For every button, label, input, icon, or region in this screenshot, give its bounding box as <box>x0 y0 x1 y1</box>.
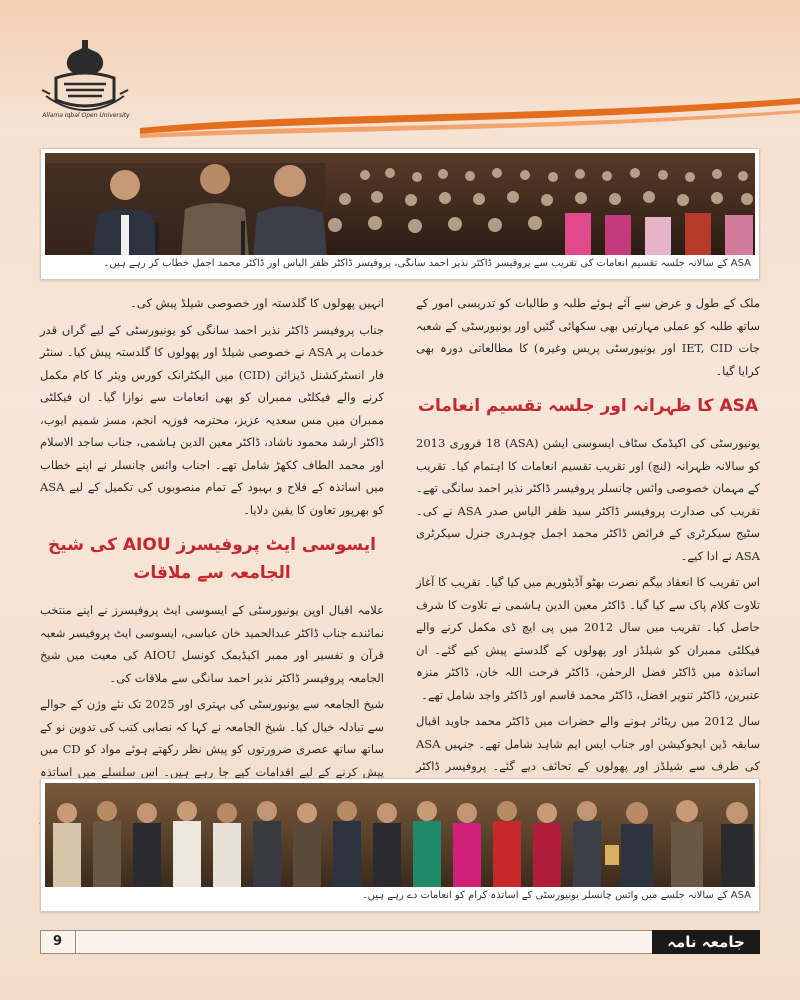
logo-motto: Allama Iqbal Open University <box>42 112 130 119</box>
university-emblem-icon <box>38 38 133 128</box>
section-heading-meeting: ایسوسی ایٹ پروفیسرز AIOU کی شیخ الجامعہ سے ملاقات <box>48 535 376 583</box>
left-para-2: جناب پروفیسر ڈاکٹر نذیر احمد سانگی کو یونیورسٹی کے لیے گراں قدر خدمات پر ASA نے خصوصی شیلڈ اور پھولوں کا گلدستہ پیش کیا۔ سنٹر فار انسٹرکشنل ڈیزائن (CID) میں الیکٹرانک کورس ویئر کا کام مکمل کرنے والے فیکلٹی ممبران کو بھی انعامات سے نوازا گیا۔ ان فیکلٹی ممبران میں مس سعدیہ عزیز، محترمہ فوزیہ انجم، مسز شمیم ایوب، ڈاکٹر ارشد محمود ناشاد، ڈاکٹر معین الدین ہاشمی، جناب ساجد الاسلام اور محمد الطاف ککھڑ شامل تھے۔ اجناب وائس چانسلر نے اپنے خطاب میں اساتذہ کے فلاح و بہبود کے تمام منصوبوں کی تکمیل کے لیے ASA کو بھرپور تعاون کا یقین دلایا۔ <box>40 322 384 517</box>
bottom-photo <box>40 778 760 912</box>
right-para-4: سال 2012 میں ریٹائر ہونے والے حضرات میں ڈاکٹر محمد جاوید اقبال سابقہ ڈین ایجوکیشن اور جناب ایس ایم شاہد شامل تھے۔ جنہیں ASA کی طرف سے شیلڈز اور پھولوں کے تحائف دیے گئے۔ پروفیسر ڈاکٹر <box>416 714 760 773</box>
bottom-photo-caption: ASA کے سالانہ جلسے میں وائس چانسلر یونیورسٹی کے اساتذہ کرام کو انعامات دے رہے ہیں۔ <box>361 890 751 901</box>
top-photo-caption: ASA کے سالانہ جلسہ تقسیم انعامات کی تقریب سے پروفیسر ڈاکٹر نذیر احمد سانگی، پروفیسر ڈاکٹر ظفر الیاس اور ڈاکٹر محمد اجمل خطاب کر رہے ہیں۔ <box>103 258 751 269</box>
right-column <box>416 292 760 773</box>
left-para-4: شیخ الجامعہ سے یونیورسٹی کی بہتری اور 2025 تک نئے وژن کے حوالے سے تبادلہ خیال کیا۔ شیخ الجامعہ نے کہا کہ نصابی کتب کی تدوین نو کے ساتھ ساتھ عصری ضرورتوں کو پیش نظر رکھتے ہوئے مواد کو CD میں پیش کرنے کے لیے اقدامات کیے جا رہے ہیں۔ اس سلسلے میں اساتذہ <box>40 697 385 779</box>
left-para-3: علامہ اقبال اوپن یونیورسٹی کے ایسوسی ایٹ پروفیسرز نے اپنے منتخب نمائندے جناب ڈاکٹر عبدالحمید خان عباسی، ایسوسی ایٹ پروفیسر شعبہ قرآن و تفسیر اور ممبر اکیڈیمک کونسل AIOU کی معیت میں شیخ الجامعہ پروفیسر ڈاکٹر نذیر احمد سانگی سے ملاقات کی۔ <box>40 603 384 685</box>
right-para-2: یونیورسٹی کی اکیڈمک سٹاف ایسوسی ایشن (ASA) 18 فروری 2013 کو سالانہ ظہرانہ (لنچ) اور تقریب تقسیم انعامات کا اہتمام کیا۔ تقریب کے مہمان خصوصی وائس چانسلر پروفیسر ڈاکٹر نذیر احمد سانگی تھے۔ تقریب کی صدارت پروفیسر ڈاکٹر سید ظفر الیاس صدر ASA نے کی۔ سٹیج سیکرٹری کے فرائض ڈاکٹر محمد اجمل چوہدری جنرل سیکرٹری ASA نے ادا کیے۔ <box>416 436 760 563</box>
auditorium-photo <box>45 153 755 255</box>
top-photo <box>40 148 760 280</box>
page-number: 9 <box>40 930 76 954</box>
right-para-1: ملک کے طول و عرض سے آئے ہوئے طلبہ و طالبات کو تدریسی امور کے ساتھ طلبہ کو عملی مہارتیں بھی سکھائی گئیں اور یونیورسٹی کے شعبہ جات IET, CID اور یونیورسٹی پریس وغیرہ) کا مطالعاتی دورہ بھی کرایا گیا۔ <box>416 296 760 378</box>
right-para-3: اس تقریب کا انعقاد بیگم نصرت بھٹو آڈیٹوریم میں کیا گیا۔ تقریب کا آغاز تلاوت کلام پاک سے کیا گیا۔ ڈاکٹر معین الدین ہاشمی نے تلاوت کا شرف حاصل کیا۔ تقریب میں سال 2012 میں پی ایچ ڈی مکمل کرنے والے فیکلٹی ممبران کو شیلڈز اور پھولوں کے گلدستے پیش کیے گئے۔ ان اساتذہ میں ڈاکٹر فضل الرحمٰن، ڈاکٹر فرحت اللہ خان، ڈاکٹر منزہ عنبرین، ڈاکٹر تنویر افضل، ڈاکٹر محمد قاسم اور ڈاکٹر واجد شامل تھے۔ <box>416 575 760 702</box>
left-para-1: انہیں پھولوں کا گلدستہ اور خصوصی شیلڈ پیش کی۔ <box>130 296 384 310</box>
award-ceremony-photo <box>45 783 755 887</box>
left-column <box>40 292 385 779</box>
masthead: جامعہ نامہ <box>652 930 760 954</box>
section-heading-asa: ASA کا ظہرانہ اور جلسہ تقسیم انعامات <box>417 396 759 416</box>
